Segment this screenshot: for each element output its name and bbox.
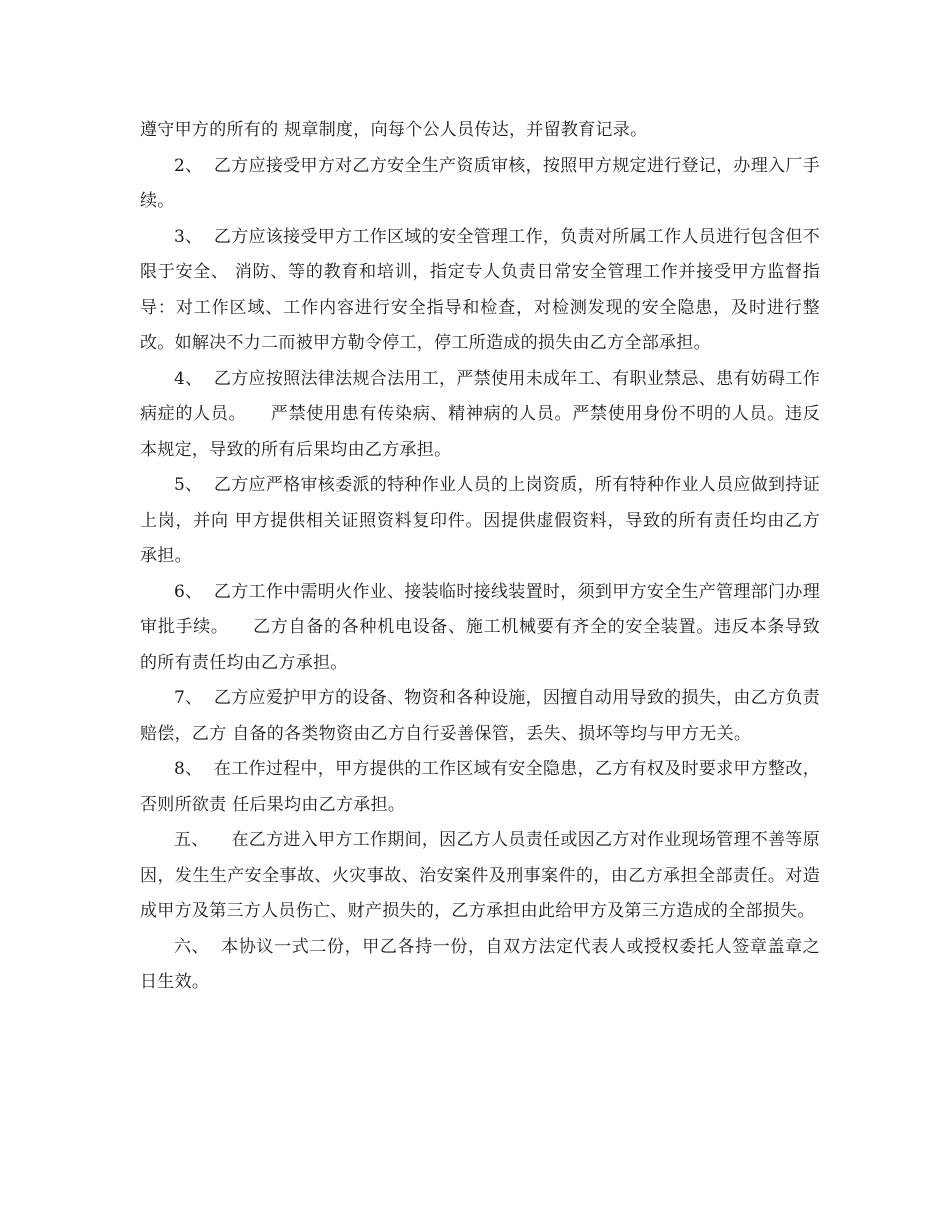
clause-8: 8、 在工作过程中，甲方提供的工作区域有安全隐患，乙方有权及时要求甲方整改，否则所欲责 任后果均由乙方承担。 bbox=[140, 759, 820, 815]
clause-4: 4、 乙方应按照法律法规合法用工，严禁使用未成年工、有职业禁忌、患有妨碍工作病症的人员。 严禁使用患有传染病、精神病的人员。严禁使用身份不明的人员。违反本规定，导致的所有后果均由乙方承担。 bbox=[140, 368, 820, 460]
clause-3: 3、 乙方应该接受甲方工作区域的安全管理工作，负责对所属工作人员进行包含但不限于安全、 消防、等的教育和培训，指定专人负责日常安全管理工作并接受甲方监督指导：对工作区域、工作内容进行安全指导和检查，对检测发现的安全隐患，及时进行整改。如解决不力二而被甲方勒令停工，停工所造成的损失由乙方全部承担。 bbox=[140, 226, 820, 353]
section-six: 六、 本协议一式二份，甲乙各持一份，自双方法定代表人或授权委托人签章盖章之日生效。 bbox=[140, 936, 820, 992]
clause-2: 2、 乙方应接受甲方对乙方安全生产资质审核，按照甲方规定进行登记，办理入厂手续。 bbox=[140, 155, 820, 211]
document-body bbox=[140, 113, 820, 1001]
clause-6: 6、 乙方工作中需明火作业、接装临时接线装置时，须到甲方安全生产管理部门办理审批手续。 乙方自备的各种机电设备、施工机械要有齐全的安全装置。违反本条导致的所有责任均由乙方承担。 bbox=[140, 581, 820, 673]
paragraph-continuation: 遵守甲方的所有的 规章制度，向每个公人员传达，并留教育记录。 bbox=[140, 120, 648, 140]
clause-5: 5、 乙方应严格审核委派的特种作业人员的上岗资质，所有特种作业人员应做到持证上岗，并向 甲方提供相关证照资料复印件。因提供虚假资料，导致的所有责任均由乙方承担。 bbox=[140, 475, 820, 566]
clause-7: 7、 乙方应爱护甲方的设备、物资和各种设施，因擅自动用导致的损失，由乙方负责赔偿，乙方 自备的各类物资由乙方自行妥善保管，丢失、损坏等均与甲方无关。 bbox=[140, 688, 820, 744]
section-five: 五、 在乙方进入甲方工作期间，因乙方人员责任或因乙方对作业现场管理不善等原因，发生生产安全事故、火灾事故、治安案件及刑事案件的，由乙方承担全部责任。对造成甲方及第三方人员伤亡、财产损失的，乙方承担由此给甲方及第三方造成的全部损失。 bbox=[140, 830, 820, 921]
